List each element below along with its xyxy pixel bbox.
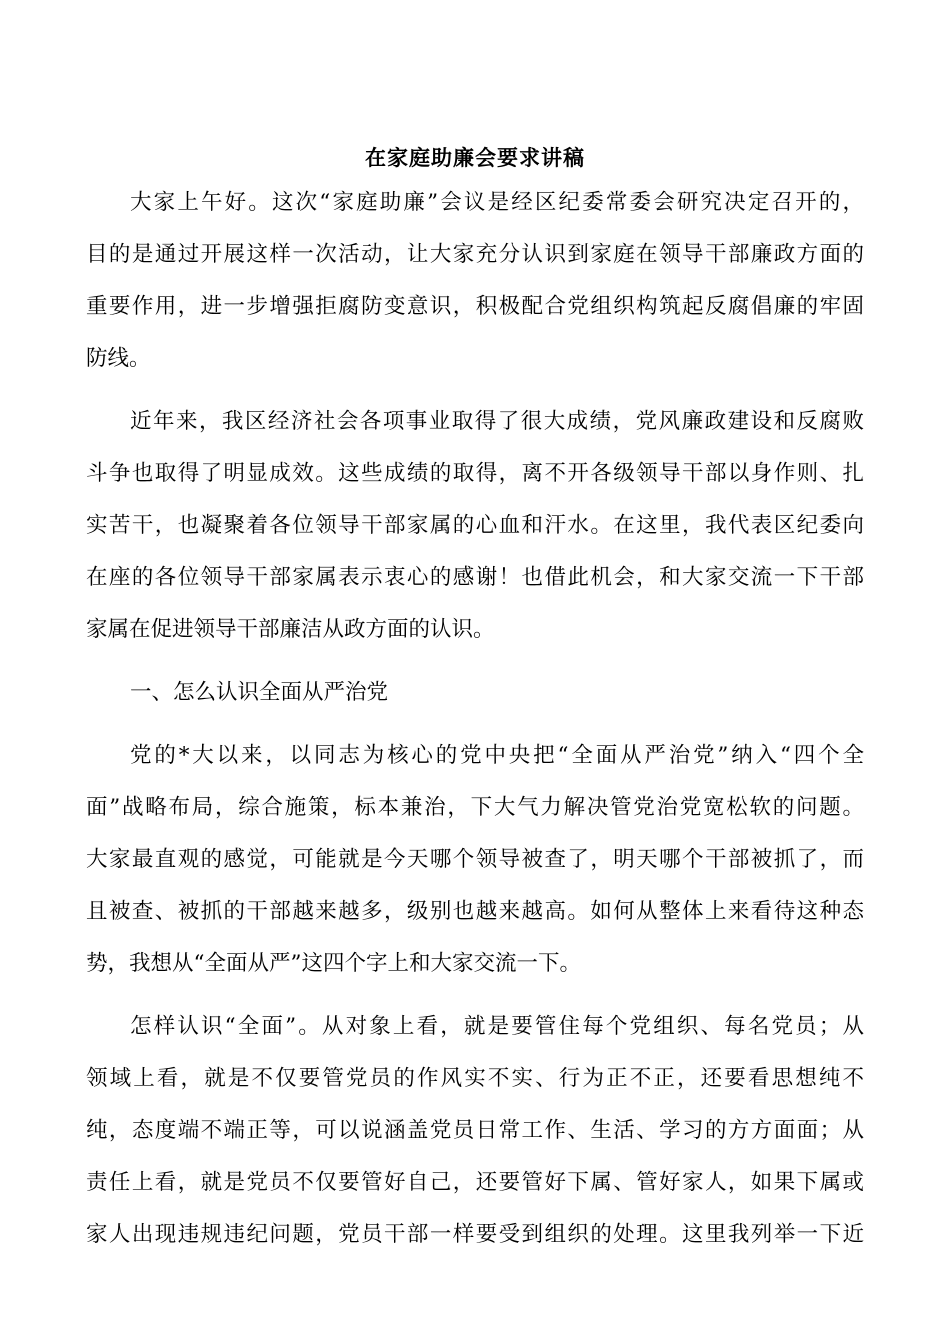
- paragraph-2-line-5: 家属在促进领导干部廉洁从政方面的认识。: [86, 617, 495, 642]
- paragraph-2-line-1: 近年来，我区经济社会各项事业取得了很大成绩，党风廉政建设和反腐败: [130, 409, 864, 434]
- paragraph-spacer: [86, 719, 864, 730]
- paragraph-1-line-1: 大家上午好。这次“家庭助廉”会议是经区纪委常委会研究决定召开的，: [130, 190, 864, 215]
- paragraph-2-line-3: 实苦干，也凝聚着各位领导干部家属的心血和汗水。在这里，我代表区纪委向: [86, 513, 864, 538]
- paragraph-5-line-5: 家人出现违规违纪问题，党员干部一样要受到组织的处理。这里我列举一下近: [86, 1222, 864, 1247]
- paragraph-5-line-1: 怎样认识“全面”。从对象上看，就是要管住每个党组织、每名党员；从: [130, 1014, 864, 1039]
- paragraph-spacer: [86, 990, 864, 1001]
- paragraph-4-line-3: 大家最直观的感觉，可能就是今天哪个领导被查了，明天哪个干部被抓了，而: [86, 847, 864, 872]
- paragraph-5-line-2: 领域上看，就是不仅要管党员的作风实不实、行为正不正，还要看思想纯不: [86, 1066, 864, 1091]
- paragraph-1-line-2: 目的是通过开展这样一次活动，让大家充分认识到家庭在领导干部廉政方面的: [86, 242, 864, 267]
- paragraph-5-line-3: 纯，态度端不端正等，可以说涵盖党员日常工作、生活、学习的方方面面；从: [86, 1118, 864, 1143]
- paragraph-4-line-1: 党的*大以来，以同志为核心的党中央把“全面从严治党”纳入“四个全: [130, 743, 864, 768]
- document-body: [86, 166, 864, 1261]
- paragraph-4-line-5: 势，我想从“全面从严”这四个字上和大家交流一下。: [86, 951, 581, 976]
- paragraph-spacer: [86, 166, 864, 177]
- paragraph-2-line-4: 在座的各位领导干部家属表示衷心的感谢！也借此机会，和大家交流一下干部: [86, 565, 864, 590]
- paragraph-5-line-4: 责任上看，就是党员不仅要管好自己，还要管好下属、管好家人，如果下属或: [86, 1170, 864, 1195]
- paragraph-1-line-4: 防线。: [86, 346, 151, 371]
- paragraph-4-line-2: 面”战略布局，综合施策，标本兼治，下大气力解决管党治党宽松软的问题。: [86, 795, 864, 820]
- document-title: 在家庭助廉会要求讲稿: [365, 145, 585, 170]
- section-heading: 一、怎么认识全面从严治党: [130, 680, 389, 705]
- paragraph-spacer: [86, 385, 864, 396]
- paragraph-1-line-3: 重要作用，进一步增强拒腐防变意识，积极配合党组织构筑起反腐倡廉的牢固: [86, 294, 864, 319]
- paragraph-4-line-4: 且被查、被抓的干部越来越多，级别也越来越高。如何从整体上来看待这种态: [86, 899, 864, 924]
- paragraph-2-line-2: 斗争也取得了明显成效。这些成绩的取得，离不开各级领导干部以身作则、扎: [86, 461, 864, 486]
- paragraph-spacer: [86, 656, 864, 667]
